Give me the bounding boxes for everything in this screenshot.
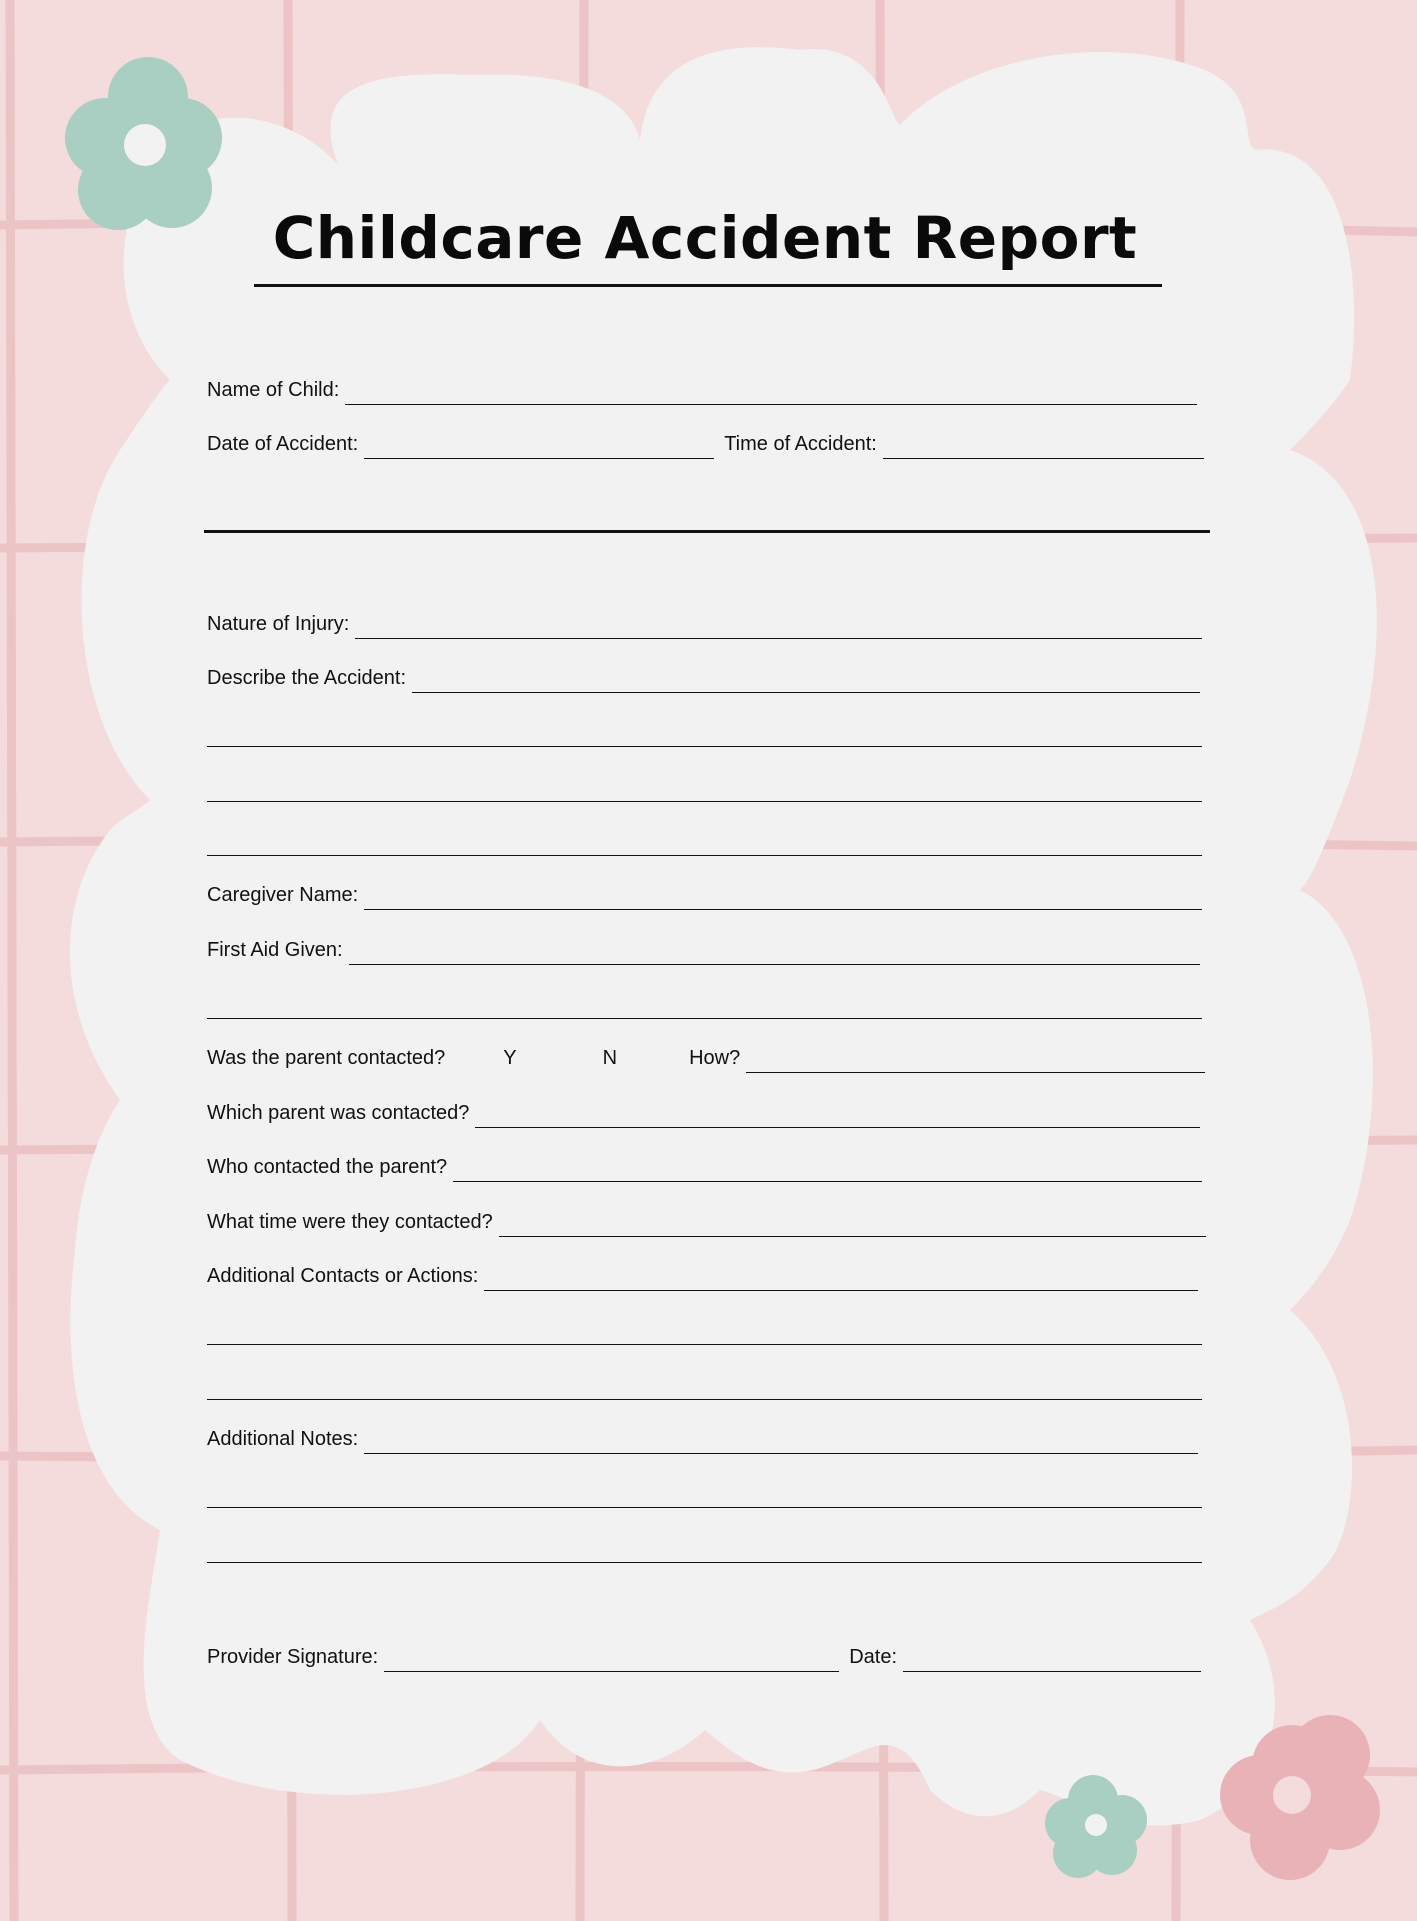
page-title: Childcare Accident Report bbox=[272, 204, 1138, 272]
additional-contacts-row bbox=[207, 1255, 1198, 1291]
additional-contacts-line-3 bbox=[207, 1364, 1202, 1400]
blank-line[interactable] bbox=[207, 1318, 1202, 1345]
additional-notes-label: Additional Notes: bbox=[207, 1428, 359, 1450]
describe-accident-field[interactable] bbox=[412, 666, 1200, 693]
describe-accident-label: Describe the Accident: bbox=[207, 667, 406, 689]
blank-line[interactable] bbox=[207, 1536, 1202, 1563]
who-contacted-row bbox=[207, 1146, 1202, 1182]
time-of-accident-label: Time of Accident: bbox=[724, 433, 877, 455]
first-aid-row bbox=[207, 929, 1200, 965]
describe-accident-row bbox=[207, 657, 1200, 693]
section-divider bbox=[204, 530, 1210, 533]
additional-notes-row bbox=[207, 1418, 1198, 1454]
describe-accident-line-3 bbox=[207, 766, 1202, 802]
what-time-label: What time were they contacted? bbox=[207, 1211, 493, 1233]
blank-line[interactable] bbox=[207, 720, 1202, 747]
yes-option[interactable]: Y bbox=[503, 1047, 517, 1069]
provider-signature-field[interactable] bbox=[384, 1645, 839, 1672]
how-label: How? bbox=[689, 1047, 741, 1069]
who-contacted-label: Who contacted the parent? bbox=[207, 1156, 448, 1178]
how-field[interactable] bbox=[746, 1046, 1205, 1073]
first-aid-line-2 bbox=[207, 983, 1202, 1019]
additional-contacts-field[interactable] bbox=[484, 1264, 1198, 1291]
additional-notes-field[interactable] bbox=[364, 1427, 1198, 1454]
name-of-child-row bbox=[207, 369, 1197, 405]
name-of-child-label: Name of Child: bbox=[207, 379, 340, 401]
blank-line[interactable] bbox=[207, 775, 1202, 802]
which-parent-row bbox=[207, 1092, 1200, 1128]
first-aid-label: First Aid Given: bbox=[207, 939, 343, 961]
first-aid-field[interactable] bbox=[349, 938, 1200, 965]
nature-of-injury-row bbox=[207, 603, 1202, 639]
date-field[interactable] bbox=[903, 1645, 1201, 1672]
which-parent-label: Which parent was contacted? bbox=[207, 1102, 470, 1124]
which-parent-field[interactable] bbox=[475, 1101, 1200, 1128]
caregiver-name-row bbox=[207, 874, 1202, 910]
blank-line[interactable] bbox=[207, 992, 1202, 1019]
additional-notes-line-3 bbox=[207, 1527, 1202, 1563]
date-time-row bbox=[207, 423, 1204, 459]
blank-line[interactable] bbox=[207, 829, 1202, 856]
describe-accident-line-2 bbox=[207, 711, 1202, 747]
caregiver-name-field[interactable] bbox=[364, 883, 1202, 910]
describe-accident-line-4 bbox=[207, 820, 1202, 856]
provider-signature-label: Provider Signature: bbox=[207, 1646, 379, 1668]
parent-contacted-label: Was the parent contacted? bbox=[207, 1047, 446, 1069]
nature-of-injury-label: Nature of Injury: bbox=[207, 613, 350, 635]
blank-line[interactable] bbox=[207, 1373, 1202, 1400]
what-time-field[interactable] bbox=[499, 1210, 1206, 1237]
additional-notes-line-2 bbox=[207, 1472, 1202, 1508]
time-of-accident-field[interactable] bbox=[883, 432, 1204, 459]
additional-contacts-label: Additional Contacts or Actions: bbox=[207, 1265, 479, 1287]
who-contacted-field[interactable] bbox=[453, 1155, 1202, 1182]
date-of-accident-label: Date of Accident: bbox=[207, 433, 359, 455]
date-label: Date: bbox=[849, 1646, 898, 1668]
signature-row bbox=[207, 1636, 1201, 1672]
parent-contacted-row bbox=[207, 1037, 1205, 1073]
name-of-child-field[interactable] bbox=[345, 378, 1197, 405]
date-of-accident-field[interactable] bbox=[364, 432, 714, 459]
additional-contacts-line-2 bbox=[207, 1309, 1202, 1345]
what-time-row bbox=[207, 1201, 1206, 1237]
nature-of-injury-field[interactable] bbox=[355, 612, 1202, 639]
caregiver-name-label: Caregiver Name: bbox=[207, 884, 359, 906]
no-option[interactable]: N bbox=[602, 1047, 618, 1069]
blank-line[interactable] bbox=[207, 1481, 1202, 1508]
title-underline bbox=[254, 284, 1162, 287]
